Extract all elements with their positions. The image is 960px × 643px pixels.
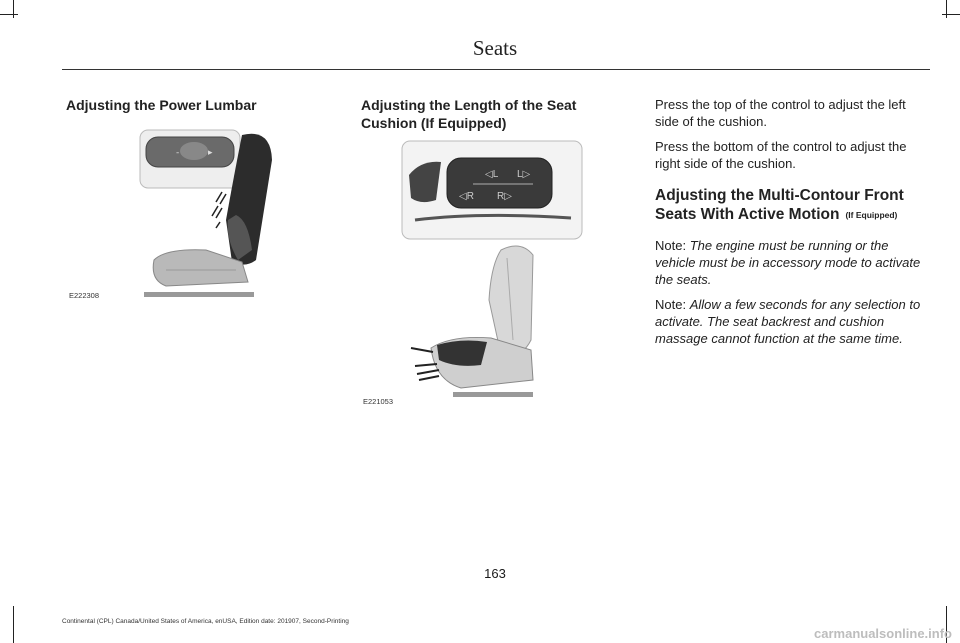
crop-mark — [946, 0, 947, 18]
note-text: The engine must be running or the vehicle must be in accessory mode to activate the seats. — [655, 238, 921, 287]
crop-mark — [942, 14, 960, 15]
heading-text: Adjusting the Multi-Contour Front Seats With Active Motion — [655, 187, 904, 223]
crop-mark — [13, 0, 14, 18]
page-number: 163 — [484, 566, 506, 581]
paragraph: Press the top of the control to adjust the left side of the cushion. — [655, 97, 906, 129]
figure-code: E222308 — [69, 291, 100, 300]
crop-mark — [0, 14, 18, 15]
heading-suffix: (If Equipped) — [845, 210, 898, 220]
control-label-left-lower: ◁R — [459, 191, 474, 202]
figure-code: E221053 — [363, 397, 394, 406]
control-label-right-lower: R▷ — [497, 191, 512, 202]
control-label-left-upper: ◁L — [485, 169, 499, 180]
crop-mark — [13, 606, 14, 643]
control-label-right-upper: L▷ — [517, 169, 531, 180]
edition-footer: Continental (CPL) Canada/United States of America, enUSA, Edition date: 201907, Second-Printing — [62, 618, 349, 625]
page-title: Seats — [472, 36, 518, 60]
svg-text:▸: ▸ — [208, 148, 213, 158]
column-multi-contour — [655, 96, 930, 347]
watermark: carmanualsonline.info — [814, 626, 952, 641]
section-heading-multi-contour — [655, 186, 930, 225]
section-heading-lumbar: Adjusting the Power Lumbar — [66, 97, 257, 113]
lumbar-seat-illustration — [66, 120, 336, 310]
section-heading-cushion-length: Adjusting the Length of the Seat Cushion (If Equipped) — [361, 97, 577, 131]
cushion-length-seat-illustration — [361, 140, 631, 410]
note-label: Note: — [655, 238, 687, 253]
note — [655, 296, 930, 347]
column-lumbar — [66, 96, 336, 114]
header-divider — [62, 69, 930, 70]
paragraph: Press the bottom of the control to adjust the right side of the cushion. — [655, 139, 907, 171]
svg-text:-: - — [176, 148, 180, 158]
note-text: Allow a few seconds for any selection to activate. The seat backrest and cushion massage cannot function at the same time. — [655, 297, 921, 346]
note-label: Note: — [655, 297, 687, 312]
column-cushion-length — [361, 96, 631, 132]
note — [655, 237, 930, 288]
